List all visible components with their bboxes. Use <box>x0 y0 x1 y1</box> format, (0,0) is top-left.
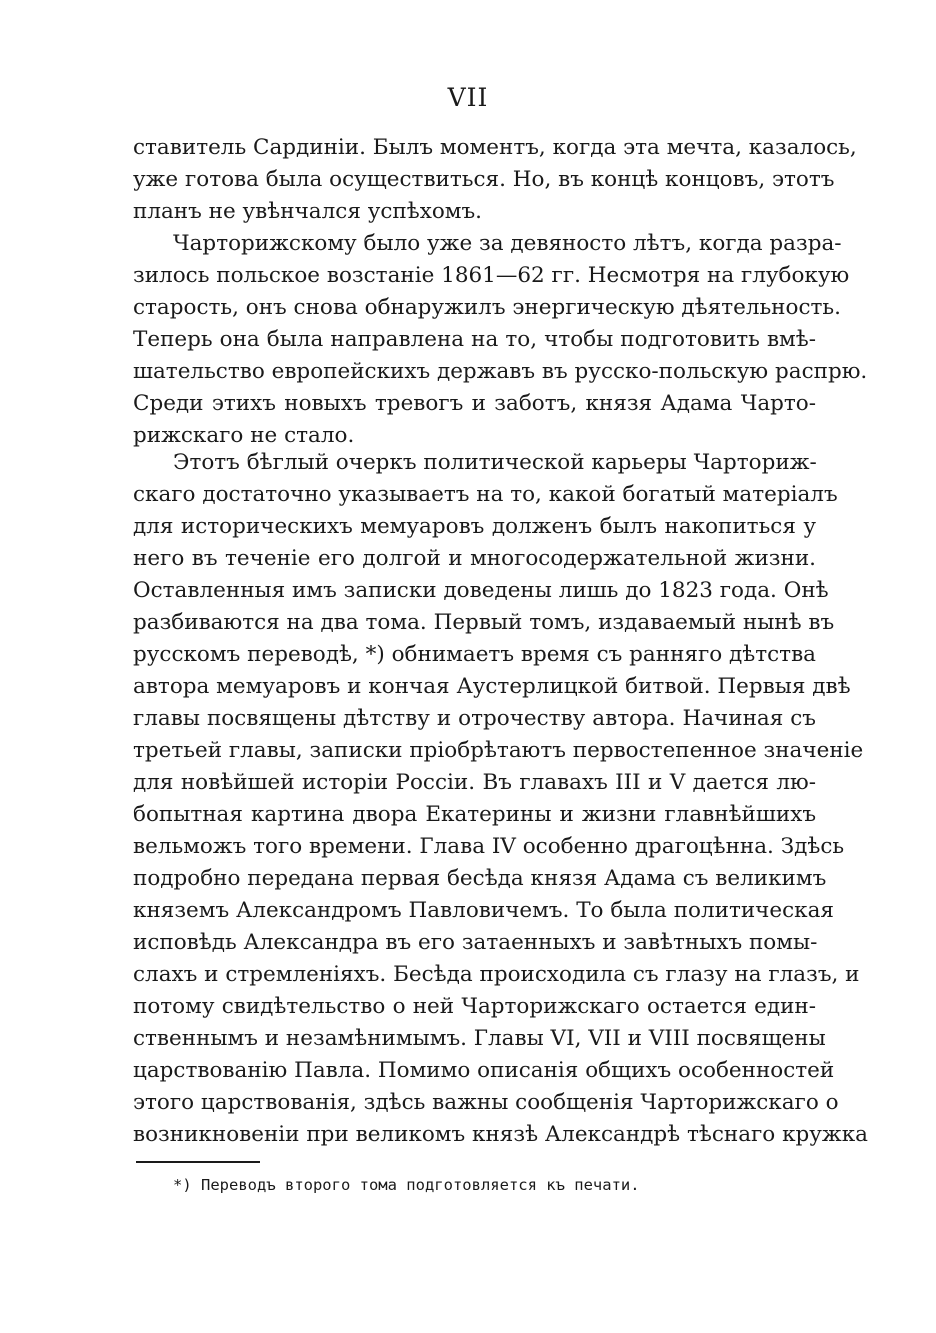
footnote: *) Переводъ второго тома подготовляется къ печати. <box>173 1176 640 1194</box>
text-line: автора мемуаровъ и кончая Аустерлицкой битвой. Первыя двѣ <box>133 674 851 699</box>
text-line: уже готова была осуществиться. Но, въ концѣ концовъ, этотъ <box>133 167 835 192</box>
text-line: Оставленныя имъ записки доведены лишь до 1823 года. Онѣ <box>133 578 829 603</box>
text-line: третьей главы, записки пріобрѣтаютъ первостепенное значеніе <box>133 738 864 763</box>
text-line: бопытная картина двора Екатерины и жизни главнѣйшихъ <box>133 802 816 827</box>
text-line: ставитель Сардиніи. Былъ моментъ, когда эта мечта, казалось, <box>133 135 857 160</box>
text-line: для историческихъ мемуаровъ долженъ былъ накопиться у <box>133 514 816 539</box>
text-line: планъ не увѣнчался успѣхомъ. <box>133 199 483 224</box>
text-line: Этотъ бѣглый очеркъ политической карьеры Чарториж- <box>173 450 817 475</box>
text-line: него въ теченіе его долгой и многосодержательной жизни. <box>133 546 816 571</box>
text-line: рижскаго не стало. <box>133 423 355 448</box>
text-line: шательство европейскихъ державъ въ русско-польскую распрю. <box>133 359 868 384</box>
text-line: царствованію Павла. Помимо описанія общихъ особенностей <box>133 1058 835 1083</box>
footnote-divider <box>136 1161 260 1163</box>
text-line: скаго достаточно указываетъ на то, какой богатый матеріалъ <box>133 482 838 507</box>
text-line: потому свидѣтельство о ней Чарторижскаго остается един- <box>133 994 816 1019</box>
page-number: VII <box>447 83 489 112</box>
text-line: для новѣйшей исторіи Россіи. Въ главахъ III и V дается лю- <box>133 770 816 795</box>
paragraph-2 <box>133 228 868 452</box>
text-line: старость, онъ снова обнаружилъ энергическую дѣятельность. <box>133 295 841 320</box>
text-line: Чарторижскому было уже за девяносто лѣтъ, когда разра- <box>173 231 842 256</box>
text-line: разбиваются на два тома. Первый томъ, издаваемый нынѣ въ <box>133 610 835 635</box>
paragraph-1 <box>133 132 857 228</box>
text-line: ственнымъ и незамѣнимымъ. Главы VI, VII и VIII посвящены <box>133 1026 826 1051</box>
text-line: зилось польское возстаніе 1861—62 гг. Несмотря на глубокую <box>133 263 850 288</box>
paragraph-3 <box>133 447 868 1151</box>
text-line: главы посвящены дѣтству и отрочеству автора. Начиная съ <box>133 706 816 731</box>
text-line: подробно передана первая бесѣда князя Адама съ великимъ <box>133 866 827 891</box>
text-line: Среди этихъ новыхъ тревогъ и заботъ, князя Адама Чарто- <box>133 391 816 416</box>
text-line: Теперь она была направлена на то, чтобы подготовить вмѣ- <box>133 327 816 352</box>
text-line: княземъ Александромъ Павловичемъ. То была политическая <box>133 898 834 923</box>
text-line: русскомъ переводѣ, *) обнимаетъ время съ ранняго дѣтства <box>133 642 816 667</box>
text-line: вельможъ того времени. Глава IV особенно драгоцѣнна. Здѣсь <box>133 834 845 859</box>
text-line: исповѣдь Александра въ его затаенныхъ и завѣтныхъ помы- <box>133 930 818 955</box>
text-line: этого царствованія, здѣсь важны сообщенія Чарторижскаго о <box>133 1090 839 1115</box>
text-line: слахъ и стремленіяхъ. Бесѣда происходила съ глазу на глазъ, и <box>133 962 860 987</box>
text-line: возникновеніи при великомъ князѣ Александрѣ тѣснаго кружка <box>133 1122 868 1147</box>
